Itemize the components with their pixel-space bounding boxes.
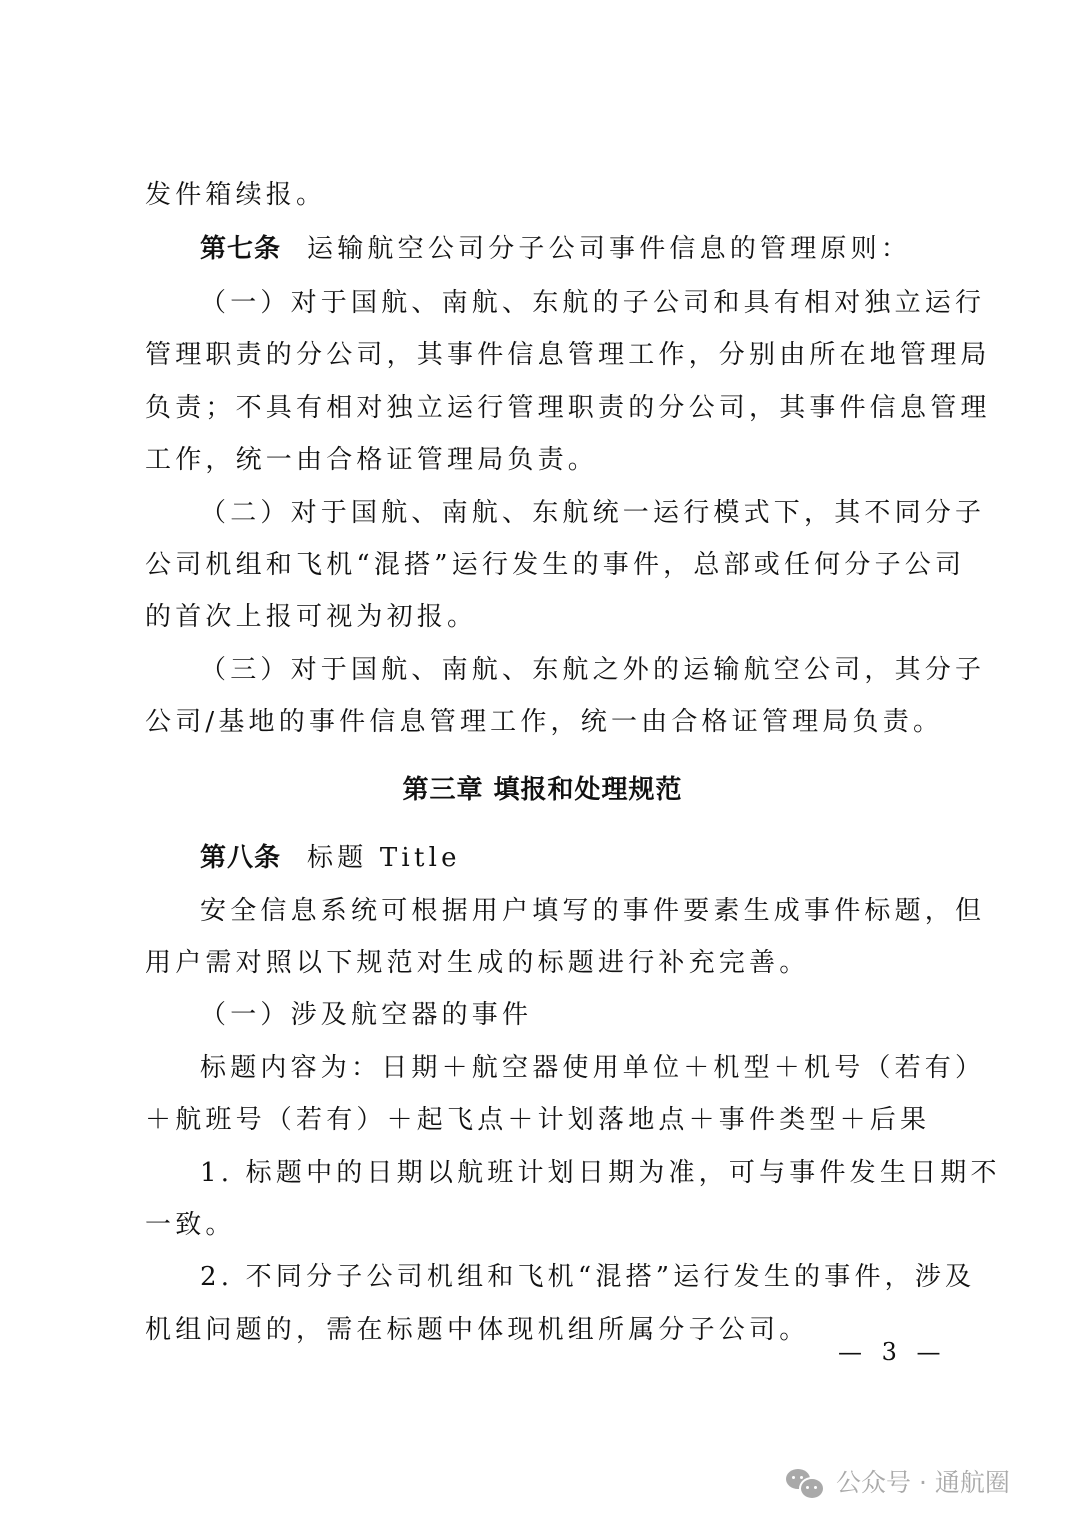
- article-title: 运输航空公司分子公司事件信息的管理原则：: [307, 234, 912, 264]
- paragraph-line: 机组问题的，需在标题中体现机组所属分子公司。: [145, 1315, 810, 1345]
- paragraph-line: 1. 标题中的日期以航班计划日期为准，可与事件发生日期不: [200, 1158, 1001, 1188]
- article-title: 标题 Title: [307, 843, 461, 873]
- paragraph-line: 负责；不具有相对独立运行管理职责的分公司，其事件信息管理: [145, 393, 991, 423]
- article-label: 第八条: [200, 843, 282, 873]
- paragraph-line: 的首次上报可视为初报。: [145, 602, 478, 632]
- paragraph-line: 发件箱续报。: [145, 180, 327, 210]
- paragraph-line: 安全信息系统可根据用户填写的事件要素生成事件标题，但: [200, 896, 986, 926]
- page-number: — 3 —: [838, 1338, 947, 1366]
- paragraph-line: 用户需对照以下规范对生成的标题进行补充完善。: [145, 948, 810, 978]
- paragraph-line: 公司/基地的事件信息管理工作，统一由合格证管理局负责。: [145, 707, 944, 737]
- paragraph-line: （一）涉及航空器的事件: [200, 1000, 533, 1030]
- paragraph-line: 管理职责的分公司，其事件信息管理工作，分别由所在地管理局: [145, 340, 991, 370]
- article-7-heading: [200, 232, 1000, 266]
- paragraph-line: 一致。: [145, 1210, 236, 1240]
- watermark-text: 公众号 · 通航圈: [836, 1468, 1010, 1497]
- article-label: 第七条: [200, 234, 282, 264]
- paragraph-line: 标题内容为：日期＋航空器使用单位＋机型＋机号（若有）: [200, 1053, 986, 1083]
- wechat-icon: [786, 1467, 826, 1499]
- watermark: [786, 1467, 1010, 1499]
- chapter-heading: 第三章 填报和处理规范: [402, 775, 683, 805]
- paragraph-line: ＋航班号（若有）＋起飞点＋计划落地点＋事件类型＋后果: [145, 1105, 931, 1135]
- paragraph-line: （三）对于国航、南航、东航之外的运输航空公司，其分子: [200, 655, 986, 685]
- paragraph-line: （一）对于国航、南航、东航的子公司和具有相对独立运行: [200, 288, 986, 318]
- paragraph-line: 2. 不同分子公司机组和飞机“混搭”运行发生的事件，涉及: [200, 1262, 976, 1292]
- paragraph-line: 公司机组和飞机“混搭”运行发生的事件，总部或任何分子公司: [145, 550, 966, 580]
- article-8-heading: [200, 841, 1000, 875]
- paragraph-line: 工作，统一由合格证管理局负责。: [145, 445, 599, 475]
- paragraph-line: （二）对于国航、南航、东航统一运行模式下，其不同分子: [200, 498, 986, 528]
